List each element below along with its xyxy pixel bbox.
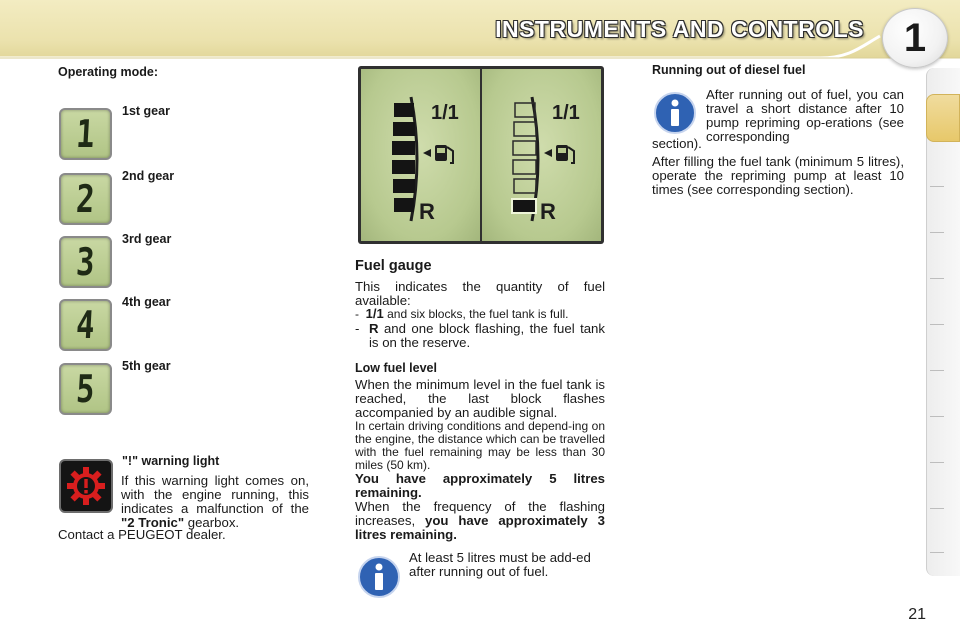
full-mark: 1/1	[552, 102, 580, 124]
tab-divider	[930, 416, 944, 417]
gear-1-label: 1st gear	[122, 104, 170, 118]
fuel-block	[393, 122, 415, 136]
fuel-block-empty	[513, 160, 536, 174]
low-fuel-heading: Low fuel level	[355, 361, 437, 375]
full-key: 1/1	[365, 306, 384, 321]
gear-3-label: 3rd gear	[122, 232, 172, 246]
running-out-note: After running out of fuel, you can travel a short distance after 10 pump repriming op-erations (see corresponding	[706, 87, 904, 144]
gear-digit: 3	[75, 240, 96, 284]
fuel-block-empty	[514, 122, 536, 136]
fuel-gauge-reserve-panel	[482, 69, 601, 241]
fuel-block-empty	[514, 179, 536, 193]
running-out-para: After filling the fuel tank (minimum 5 litres), operate the repriming pump at least 10 times (see corresponding section).	[652, 154, 904, 197]
tab-divider	[930, 508, 944, 509]
warning-text-part: If this warning light comes on, with the engine running, this indicates a malfunction of the	[121, 473, 309, 516]
list-dash: -	[355, 321, 360, 336]
fuel-pump-icon	[435, 145, 453, 163]
gear-2-display	[59, 173, 112, 225]
info-icon	[357, 555, 401, 599]
gear-digit: 1	[75, 112, 96, 156]
low-fuel-5-litres: You have approximately 5 litres remaining.	[355, 471, 605, 500]
low-fuel-para3-text: When the frequency of the flashing increases,	[355, 499, 605, 528]
fuel-gauge-reserve-svg	[482, 69, 601, 241]
tab-divider	[930, 278, 944, 279]
reserve-key: R	[369, 321, 379, 336]
gear-1-display	[59, 108, 112, 160]
reserve-mark: R	[540, 199, 556, 224]
gear-4-display	[59, 299, 112, 351]
fuel-gauge-heading: Fuel gauge	[355, 258, 432, 274]
running-out-note-end: section).	[652, 136, 702, 151]
fuel-block	[393, 179, 415, 193]
page-number: 21	[908, 606, 926, 623]
gearbox-name: "2 Tronic"	[121, 515, 185, 530]
low-fuel-para3	[355, 500, 605, 542]
tab-divider	[930, 324, 944, 325]
gear-digit: 5	[75, 367, 96, 411]
page-title: INSTRUMENTS AND CONTROLS	[495, 16, 864, 42]
gear-digit: 4	[75, 303, 96, 347]
fuel-gauge-full-panel	[361, 69, 480, 241]
chapter-badge	[882, 8, 948, 68]
fuel-block-flashing	[512, 199, 536, 213]
warning-text-part: gearbox.	[187, 515, 240, 530]
tab-divider	[930, 232, 944, 233]
fuel-gauge-full-svg	[361, 69, 480, 241]
operating-mode-heading: Operating mode:	[58, 65, 159, 79]
reserve-mark: R	[419, 199, 435, 224]
chapter-number: 1	[903, 15, 927, 60]
gear-3-display	[59, 236, 112, 288]
fuel-gauge-illustration	[358, 66, 604, 244]
low-fuel-3-litres: you have approximately 3 litres remaining.	[355, 513, 605, 542]
fuel-block	[394, 198, 414, 212]
info-icon	[653, 91, 697, 135]
fuel-gauge-item-full	[355, 307, 605, 321]
low-fuel-para1: When the minimum level in the fuel tank is reached, the last block flashes accompanied by an audible signal.	[355, 377, 605, 420]
gear-5-display	[59, 363, 112, 415]
chapter-tab-rail	[926, 68, 960, 576]
tab-divider	[930, 186, 944, 187]
low-fuel-para2: In certain driving conditions and depend-ing on the engine, the distance which can be travelled with the fuel remaining may be less than 30 miles (50 km).	[355, 419, 605, 472]
fuel-block-empty	[513, 141, 536, 155]
running-out-heading: Running out of diesel fuel	[652, 63, 806, 77]
info-note-refuel: At least 5 litres must be add-ed after running out of fuel.	[409, 550, 591, 579]
fuel-gauge-item-reserve	[355, 322, 605, 350]
gear-5-label: 5th gear	[122, 359, 171, 373]
warning-light-text	[121, 474, 309, 530]
gear-4-label: 4th gear	[122, 295, 171, 309]
chapter-tab-active[interactable]	[926, 94, 960, 142]
fuel-gauge-intro: This indicates the quantity of fuel available:	[355, 279, 605, 308]
gear-warning-icon	[61, 461, 111, 511]
full-text: and six blocks, the fuel tank is full.	[387, 307, 569, 321]
warning-light-heading: "!" warning light	[122, 454, 220, 468]
fuel-block	[392, 160, 415, 174]
list-dash: -	[355, 307, 359, 321]
full-mark: 1/1	[431, 102, 459, 124]
fuel-block	[392, 141, 415, 155]
reserve-text: and one block flashing, the fuel tank is on the reserve.	[369, 321, 605, 350]
tab-divider	[930, 370, 944, 371]
fuel-pump-icon	[556, 145, 574, 163]
contact-dealer-text: Contact a PEUGEOT dealer.	[58, 527, 226, 542]
tab-divider	[930, 552, 944, 553]
gear-digit: 2	[75, 177, 96, 221]
warning-light-display	[59, 459, 113, 513]
fuel-block	[394, 103, 414, 117]
tab-divider	[930, 462, 944, 463]
gear-2-label: 2nd gear	[122, 169, 175, 183]
